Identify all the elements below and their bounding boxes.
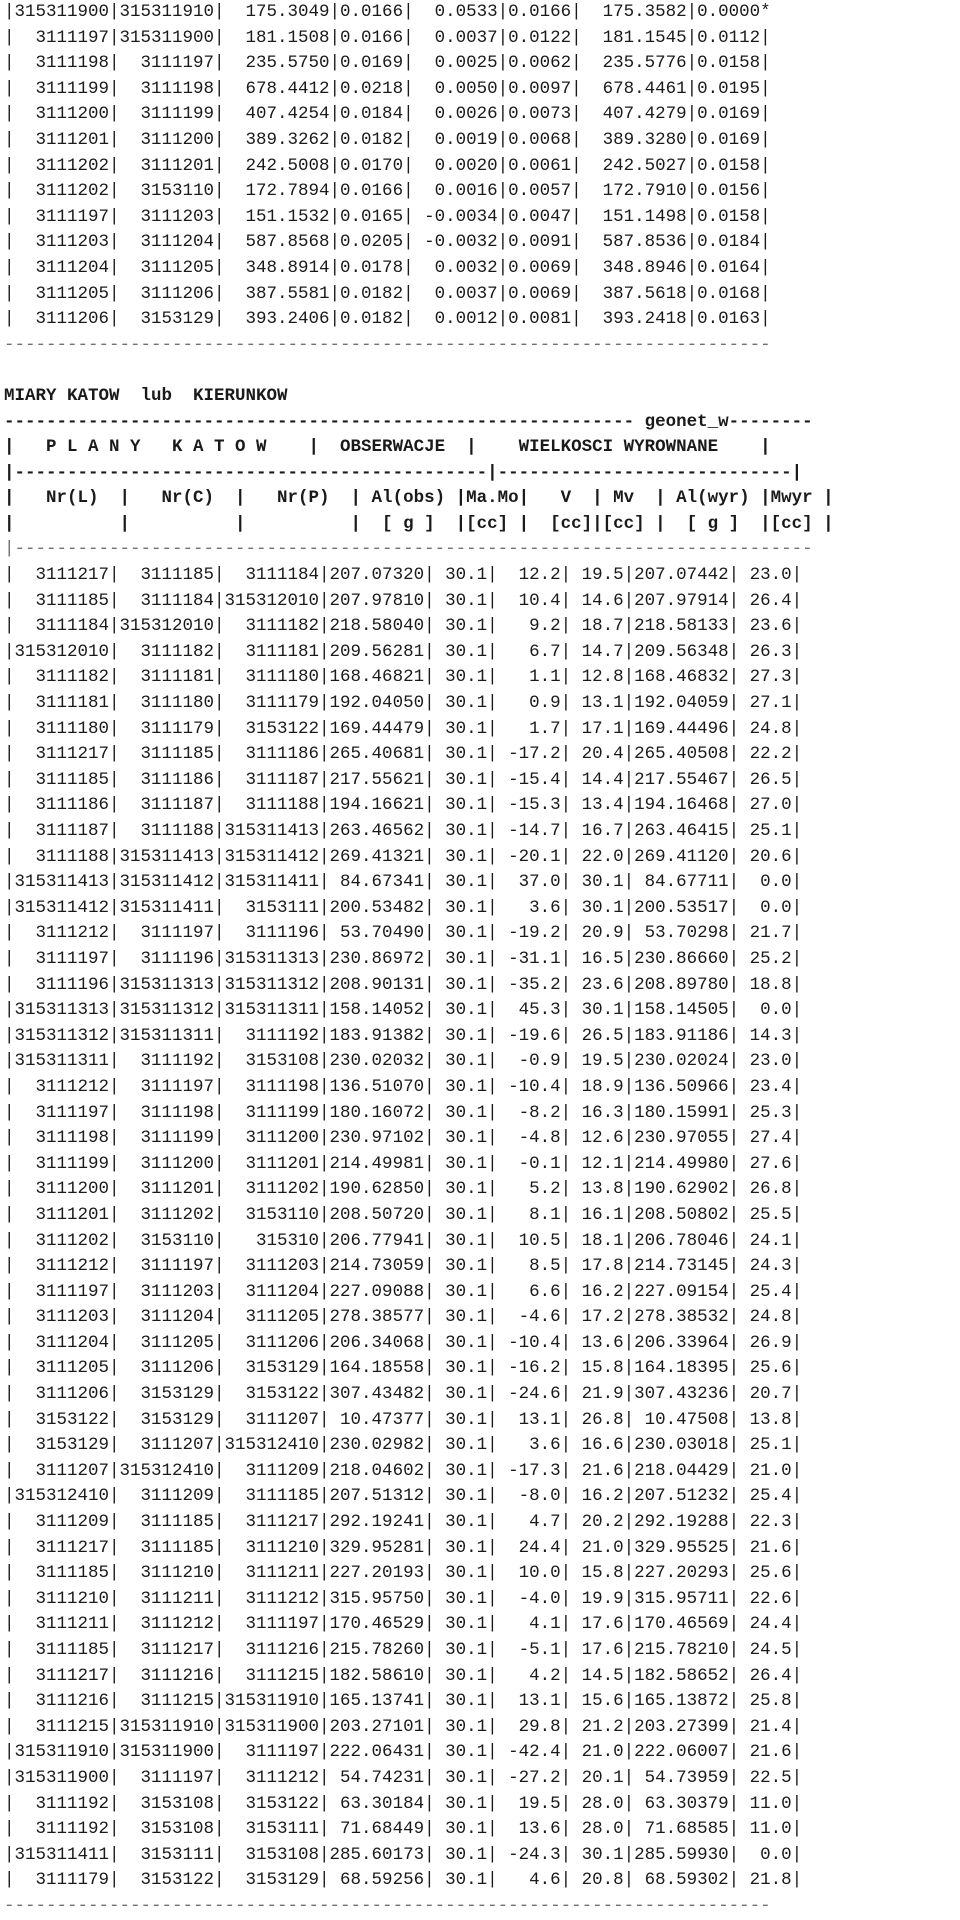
table-row: | 3111185| 3111210| 3111211|227.20193| 30.1| 10.0| 15.8|227.20293| 25.6| xyxy=(4,1563,803,1584)
angle-table xyxy=(4,563,960,1894)
table-row: | 3111210| 3111211| 3111212|315.95750| 30.1| -4.0| 19.9|315.95711| 22.6| xyxy=(4,1588,803,1609)
table-row: | 3111202| 3153110| 172.7894|0.0166| 0.0016|0.0057| 172.7910|0.0156| xyxy=(4,181,771,202)
table-row: | 3111200| 3111201| 3111202|190.62850| 30.1| 5.2| 13.8|190.62902| 26.8| xyxy=(4,1179,803,1200)
table-row: | 3111188|315311413|315311412|269.41321| 30.1| -20.1| 22.0|269.41120| 20.6| xyxy=(4,846,803,867)
table-row: |315312410| 3111209| 3111185|207.51312| 30.1| -8.0| 16.2|207.51232| 25.4| xyxy=(4,1486,803,1507)
table-row: | 3111204| 3111205| 348.8914|0.0178| 0.0032|0.0069| 348.8946|0.0164| xyxy=(4,257,771,278)
table-row: | 3111203| 3111204| 3111205|278.38577| 30.1| -4.6| 17.2|278.38532| 24.8| xyxy=(4,1307,803,1328)
header-separator: |---------------------------------------------|----------------------------| xyxy=(4,462,803,483)
table-row: | 3111203| 3111204| 587.8568|0.0205| -0.0032|0.0091| 587.8536|0.0184| xyxy=(4,232,771,253)
table-row: | 3111185| 3111217| 3111216|215.78260| 30.1| -5.1| 17.6|215.78210| 24.5| xyxy=(4,1640,803,1660)
table-row: | 3111197| 3111203| 151.1532|0.0165| -0.0034|0.0047| 151.1498|0.0158| xyxy=(4,206,771,227)
top-table-rule: ------------------------------------------------------------------------- xyxy=(4,334,771,355)
table-row: | 3111181| 3111180| 3111179|192.04050| 30.1| 0.9| 13.1|192.04059| 27.1| xyxy=(4,693,803,714)
table-row: |315311900| 3111197| 3111212| 54.74231| 30.1| -27.2| 20.1| 54.73959| 22.5| xyxy=(4,1767,803,1788)
table-row: | 3111201| 3111202| 3153110|208.50720| 30.1| 8.1| 16.1|208.50802| 25.5| xyxy=(4,1204,803,1225)
table-row: | 3111192| 3153108| 3153122| 63.30184| 30.1| 19.5| 28.0| 63.30379| 11.0| xyxy=(4,1793,803,1814)
table-row: | 3153129| 3111207|315312410|230.02982| 30.1| 3.6| 16.6|230.03018| 25.1| xyxy=(4,1435,803,1456)
table-row: | 3111217| 3111185| 3111186|265.40681| 30.1| -17.2| 20.4|265.40508| 22.2| xyxy=(4,744,803,765)
table-row: |315312010| 3111182| 3111181|209.56281| 30.1| 6.7| 14.7|209.56348| 26.3| xyxy=(4,641,803,662)
table-row: | 3111196|315311313|315311312|208.90131| 30.1| -35.2| 23.6|208.89780| 18.8| xyxy=(4,974,803,995)
table-row: | 3111205| 3111206| 387.5581|0.0182| 0.0037|0.0069| 387.5618|0.0168| xyxy=(4,283,771,304)
table-row: | 3111197| 3111196|315311313|230.86972| 30.1| -31.1| 16.5|230.86660| 25.2| xyxy=(4,948,803,969)
table-row: | 3111212| 3111197| 3111203|214.73059| 30.1| 8.5| 17.8|214.73145| 24.3| xyxy=(4,1256,803,1277)
table-row: |315311312|315311311| 3111192|183.91382| 30.1| -19.6| 26.5|183.91186| 14.3| xyxy=(4,1025,803,1046)
table-row: |315311411| 3153111| 3153108|285.60173| 30.1| -24.3| 30.1|285.59930| 0.0| xyxy=(4,1844,803,1865)
table-row: | 3111197| 3111198| 3111199|180.16072| 30.1| -8.2| 16.3|180.15991| 25.3| xyxy=(4,1102,803,1123)
top-table xyxy=(4,0,960,333)
table-row: | 3111204| 3111205| 3111206|206.34068| 30.1| -10.4| 13.6|206.33964| 26.9| xyxy=(4,1332,803,1353)
table-row: |315311311| 3111192| 3153108|230.02032| 30.1| -0.9| 19.5|230.02024| 23.0| xyxy=(4,1051,803,1072)
table-row: | 3111198| 3111197| 235.5750|0.0169| 0.0025|0.0062| 235.5776|0.0158| xyxy=(4,53,771,74)
table-row: | 3111216| 3111215|315311910|165.13741| 30.1| 13.1| 15.6|165.13872| 25.8| xyxy=(4,1691,803,1712)
table-row: | 3111198| 3111199| 3111200|230.97102| 30.1| -4.8| 12.6|230.97055| 27.4| xyxy=(4,1128,803,1149)
header-rule: ------------------------------------------------------------ geonet_w-------- xyxy=(4,411,813,432)
table-row: | 3111197|315311900| 181.1508|0.0166| 0.0037|0.0122| 181.1545|0.0112| xyxy=(4,27,771,48)
table-row: | 3111217| 3111216| 3111215|182.58610| 30.1| 4.2| 14.5|182.58652| 26.4| xyxy=(4,1665,803,1686)
table-row: | 3111212| 3111197| 3111198|136.51070| 30.1| -10.4| 18.9|136.50966| 23.4| xyxy=(4,1076,803,1097)
table-row: | 3111212| 3111197| 3111196| 53.70490| 30.1| -19.2| 20.9| 53.70298| 21.7| xyxy=(4,923,803,944)
header-line-units: | | | | [ g ] |[cc] | [cc]|[cc] | [ g ] |[cc] | xyxy=(4,513,834,534)
table-row: | 3111206| 3153129| 393.2406|0.0182| 0.0012|0.0081| 393.2418|0.0163| xyxy=(4,309,771,330)
table-row: | 3111201| 3111200| 389.3262|0.0182| 0.0019|0.0068| 389.3280|0.0169| xyxy=(4,129,771,150)
table-row: | 3111186| 3111187| 3111188|194.16621| 30.1| -15.3| 13.4|194.16468| 27.0| xyxy=(4,795,803,816)
table-row: |315311900|315311910| 175.3049|0.0166| 0.0533|0.0166| 175.3582|0.0000* xyxy=(4,2,771,22)
table-row: | 3111205| 3111206| 3153129|164.18558| 30.1| -16.2| 15.8|164.18395| 25.6| xyxy=(4,1358,803,1379)
table-row: | 3111200| 3111199| 407.4254|0.0184| 0.0026|0.0073| 407.4279|0.0169| xyxy=(4,104,771,125)
table-row: | 3111197| 3111203| 3111204|227.09088| 30.1| 6.6| 16.2|227.09154| 25.4| xyxy=(4,1281,803,1302)
table-row: | 3111211| 3111212| 3111197|170.46529| 30.1| 4.1| 17.6|170.46569| 24.4| xyxy=(4,1614,803,1635)
table-row: | 3111182| 3111181| 3111180|168.46821| 30.1| 1.1| 12.8|168.46832| 27.3| xyxy=(4,667,803,688)
table-row: | 3111217| 3111185| 3111210|329.95281| 30.1| 24.4| 21.0|329.95525| 21.6| xyxy=(4,1537,803,1558)
table-row: | 3111185| 3111184|315312010|207.97810| 30.1| 10.4| 14.6|207.97914| 26.4| xyxy=(4,590,803,611)
header-line-groups: | P L A N Y K A T O W | OBSERWACJE | WIELKOSCI WYROWNANE | xyxy=(4,437,771,458)
table-row: | 3111199| 3111198| 678.4412|0.0218| 0.0050|0.0097| 678.4461|0.0195| xyxy=(4,78,771,99)
blank-line xyxy=(4,358,960,384)
table-row: |315311313|315311312|315311311|158.14052| 30.1| 45.3| 30.1|158.14505| 0.0| xyxy=(4,1000,803,1021)
table-row: | 3111202| 3153110| 315310|206.77941| 30.1| 10.5| 18.1|206.78046| 24.1| xyxy=(4,1230,803,1251)
table-row: | 3111185| 3111186| 3111187|217.55621| 30.1| -15.4| 14.4|217.55467| 26.5| xyxy=(4,769,803,790)
header-bottom-rule: |---------------------------------------------------------------------------- xyxy=(4,539,813,560)
table-row: | 3111184|315312010| 3111182|218.58040| 30.1| 9.2| 18.7|218.58133| 23.6| xyxy=(4,616,803,637)
table-row: |315311910|315311900| 3111197|222.06431| 30.1| -42.4| 21.0|222.06007| 21.6| xyxy=(4,1742,803,1763)
table-row: | 3111202| 3111201| 242.5008|0.0170| 0.0020|0.0061| 242.5027|0.0158| xyxy=(4,155,771,176)
bottom-rule: ------------------------------------------------------------------------- xyxy=(4,1895,771,1916)
table-row: | 3111192| 3153108| 3153111| 71.68449| 30.1| 13.6| 28.0| 71.68585| 11.0| xyxy=(4,1819,803,1840)
table-row: | 3111180| 3111179| 3153122|169.44479| 30.1| 1.7| 17.1|169.44496| 24.8| xyxy=(4,718,803,739)
table-row: | 3111215|315311910|315311900|203.27101| 30.1| 29.8| 21.2|203.27399| 21.4| xyxy=(4,1716,803,1737)
table-row: | 3111206| 3153129| 3153122|307.43482| 30.1| -24.6| 21.9|307.43236| 20.7| xyxy=(4,1384,803,1405)
header-line-columns: | Nr(L) | Nr(C) | Nr(P) | Al(obs) |Ma.Mo| V | Mv | Al(wyr) |Mwyr | xyxy=(4,488,834,509)
section-title: MIARY KATOW lub KIERUNKOW xyxy=(4,385,288,406)
table-row: |315311412|315311411| 3153111|200.53482| 30.1| 3.6| 30.1|200.53517| 0.0| xyxy=(4,897,803,918)
table-row: | 3111187| 3111188|315311413|263.46562| 30.1| -14.7| 16.7|263.46415| 25.1| xyxy=(4,821,803,841)
table-row: | 3111209| 3111185| 3111217|292.19241| 30.1| 4.7| 20.2|292.19288| 22.3| xyxy=(4,1512,803,1533)
table-row: | 3111179| 3153122| 3153129| 68.59256| 30.1| 4.6| 20.8| 68.59302| 21.8| xyxy=(4,1870,803,1891)
table-row: | 3153122| 3153129| 3111207| 10.47377| 30.1| 13.1| 26.8| 10.47508| 13.8| xyxy=(4,1409,803,1430)
table-row: |315311413|315311412|315311411| 84.67341| 30.1| 37.0| 30.1| 84.67711| 0.0| xyxy=(4,872,803,893)
table-row: | 3111207|315312410| 3111209|218.04602| 30.1| -17.3| 21.6|218.04429| 21.0| xyxy=(4,1460,803,1481)
table-row: | 3111199| 3111200| 3111201|214.49981| 30.1| -0.1| 12.1|214.49980| 27.6| xyxy=(4,1153,803,1174)
table-row: | 3111217| 3111185| 3111184|207.07320| 30.1| 12.2| 19.5|207.07442| 23.0| xyxy=(4,565,803,586)
